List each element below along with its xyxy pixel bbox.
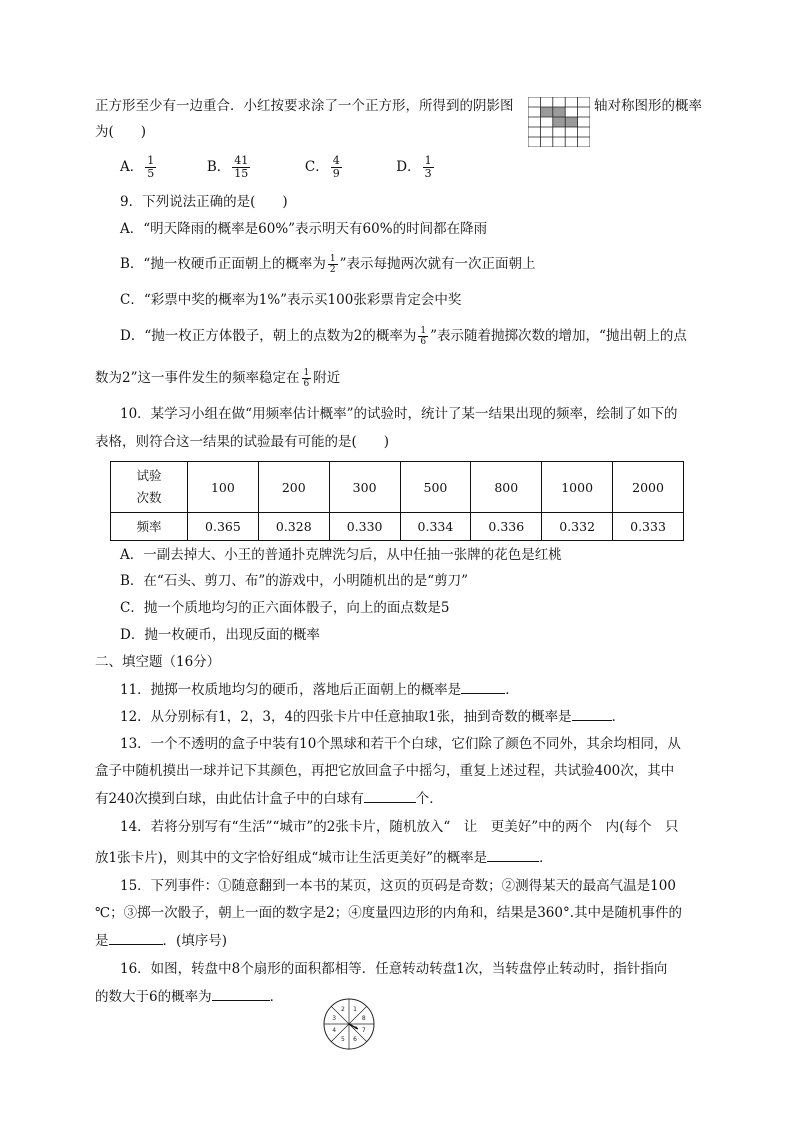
q10-option-b: B．在“石头、剪刀、布”的游戏中，小明随机出的是“剪刀” bbox=[120, 573, 469, 589]
table-cell: 800 bbox=[471, 462, 542, 513]
fraction: $\frac{4}{9}$ bbox=[332, 154, 340, 180]
spinner-number: 1 bbox=[353, 1006, 358, 1014]
q10-option-a: A．一副去掉大、小王的普通扑克牌洗匀后，从中任抽一张牌的花色是红桃 bbox=[120, 547, 562, 563]
spinner-number: 5 bbox=[340, 1035, 345, 1043]
table-cell: 500 bbox=[400, 462, 471, 513]
q13-line1: 13．一个不透明的盒子中装有10个黑球和若干个白球，它们除了颜色不同外，其余均相同，从 bbox=[120, 736, 681, 752]
table-cell: 0.333 bbox=[613, 513, 684, 541]
q15-line3: 是 ．(填序号) bbox=[95, 930, 227, 951]
spinner-number: 6 bbox=[353, 1035, 358, 1043]
answer-blank[interactable] bbox=[109, 930, 163, 945]
fraction: $\frac{1}{6}$ bbox=[303, 368, 310, 389]
fraction: $\frac{1}{2}$ bbox=[329, 254, 336, 275]
grid-shaded-cell bbox=[540, 107, 552, 117]
answer-blank[interactable] bbox=[461, 679, 505, 694]
grid-shaded-cell bbox=[553, 117, 565, 127]
q8-line1-end: 轴对称图形的概率 bbox=[594, 98, 702, 114]
q13-line2: 盒子中随机摸出一球并记下其颜色，再把它放回盒子中摇匀，重复上述过程，共试验400次，其中 bbox=[95, 763, 675, 779]
q8-option-b: B． $\frac{41}{15}$ bbox=[206, 154, 249, 180]
spinner-number: 4 bbox=[332, 1027, 337, 1035]
spinner-number: 8 bbox=[361, 1014, 366, 1022]
section-title: 二、填空题（16分） bbox=[95, 654, 221, 670]
table-cell: 300 bbox=[329, 462, 400, 513]
table-cell: 0.328 bbox=[258, 513, 329, 541]
spinner-figure bbox=[322, 997, 376, 1051]
q9-option-d-line2: 数为2”这一事件发生的频率稳定在 $\frac{1}{6}$ 附近 bbox=[95, 368, 341, 389]
frequency-table bbox=[110, 461, 684, 541]
table-row bbox=[111, 513, 684, 541]
q8-line1: 正方形至少有一边重合．小红按要求涂了一个正方形，所得到的阴影图 bbox=[95, 98, 514, 114]
table-cell: 2000 bbox=[613, 462, 684, 513]
table-cell: 0.365 bbox=[188, 513, 259, 541]
q9-option-b: B．“抛一枚硬币正面朝上的概率为 $\frac{1}{2}$ ”表示每抛两次就有一次正面朝上 bbox=[120, 254, 536, 275]
table-header-trials: 试验 次数 bbox=[111, 462, 188, 513]
q16-line2: 的数大于6的概率为 ． bbox=[95, 986, 283, 1007]
q8-option-a: A． $\frac{1}{5}$ bbox=[120, 154, 155, 180]
answer-blank[interactable] bbox=[487, 847, 539, 862]
q9-option-c: C．“彩票中奖的概率为1%”表示买100张彩票肯定会中奖 bbox=[120, 292, 462, 308]
fraction: $\frac{1}{3}$ bbox=[424, 154, 432, 180]
table-cell: 100 bbox=[188, 462, 259, 513]
q13-line3: 有240次摸到白球，由此估计盒子中的白球有 个． bbox=[95, 788, 443, 809]
table-cell: 1000 bbox=[542, 462, 613, 513]
q8-option-c: C． $\frac{4}{9}$ bbox=[304, 154, 340, 180]
q9-option-a: A．“明天降雨的概率是60%”表示明天有60%的时间都在降雨 bbox=[120, 221, 488, 237]
q8-options bbox=[120, 152, 436, 182]
fraction: $\frac{1}{5}$ bbox=[147, 154, 155, 180]
spinner-number: 7 bbox=[361, 1027, 366, 1035]
q11: 11．抛掷一枚质地均匀的硬币，落地后正面朝上的概率是 ． bbox=[120, 679, 519, 700]
q8-line2: 为( ) bbox=[95, 124, 147, 140]
q10-option-d: D．抛一枚硬币，出现反面的概率 bbox=[120, 627, 320, 643]
table-cell: 0.332 bbox=[542, 513, 613, 541]
q14-line2: 放1张卡片)，则其中的文字恰好组成“城市让生活更美好”的概率是 ． bbox=[95, 847, 553, 868]
q16-line1: 16．如图，转盘中8个扇形的面积都相等．任意转动转盘1次，当转盘停止转动时，指针指向 bbox=[120, 961, 668, 977]
shaded-grid-figure bbox=[528, 97, 590, 147]
q9-option-d-line1: D．“抛一枚正方体骰子，朝上的点数为2的概率为 $\frac{1}{6}$ ”表示随着抛掷次数的增加，“抛出朝上的点 bbox=[120, 326, 687, 347]
table-cell: 0.330 bbox=[329, 513, 400, 541]
q9-stem: 9．下列说法正确的是( ) bbox=[120, 194, 288, 210]
q15-line1: 15．下列事件：①随意翻到一本书的某页，这页的页码是奇数；②测得某天的最高气温是100 bbox=[120, 878, 676, 894]
q10-stem-line2: 表格，则符合这一结果的试验最有可能的是( ) bbox=[95, 434, 390, 450]
q14-line1: 14．若将分别写有“生活”“城市”的2张卡片，随机放入“ 让 更美好”中的两个 内(每个 只 bbox=[120, 819, 679, 835]
table-cell: 200 bbox=[258, 462, 329, 513]
q10-option-c: C．抛一个质地均匀的正六面体骰子，向上的面点数是5 bbox=[120, 600, 450, 616]
spinner-number: 2 bbox=[340, 1006, 345, 1014]
answer-blank[interactable] bbox=[572, 706, 612, 721]
spinner-number: 3 bbox=[332, 1014, 337, 1022]
q8-option-d: D． $\frac{1}{3}$ bbox=[396, 154, 432, 180]
q15-line2: ℃；③掷一次骰子，朝上一面的数字是2；④度量四边形的内角和，结果是360°.其中是随机事件的 bbox=[95, 905, 682, 921]
grid-shaded-cell bbox=[553, 107, 565, 117]
fraction: $\frac{1}{6}$ bbox=[420, 326, 427, 347]
table-row bbox=[111, 462, 684, 513]
q10-stem-line1: 10．某学习小组在做“用频率估计概率”的试验时，统计了某一结果出现的频率，绘制了如下的 bbox=[120, 406, 678, 422]
answer-blank[interactable] bbox=[364, 788, 416, 803]
table-cell: 0.334 bbox=[400, 513, 471, 541]
table-cell: 0.336 bbox=[471, 513, 542, 541]
answer-blank[interactable] bbox=[212, 986, 270, 1001]
grid-shaded-cell bbox=[565, 117, 577, 127]
fraction: $\frac{41}{15}$ bbox=[234, 154, 249, 180]
q12: 12．从分别标有1，2，3，4的四张卡片中任意抽取1张，抽到奇数的概率是 ． bbox=[120, 706, 625, 727]
table-header-frequency: 频率 bbox=[111, 513, 188, 541]
